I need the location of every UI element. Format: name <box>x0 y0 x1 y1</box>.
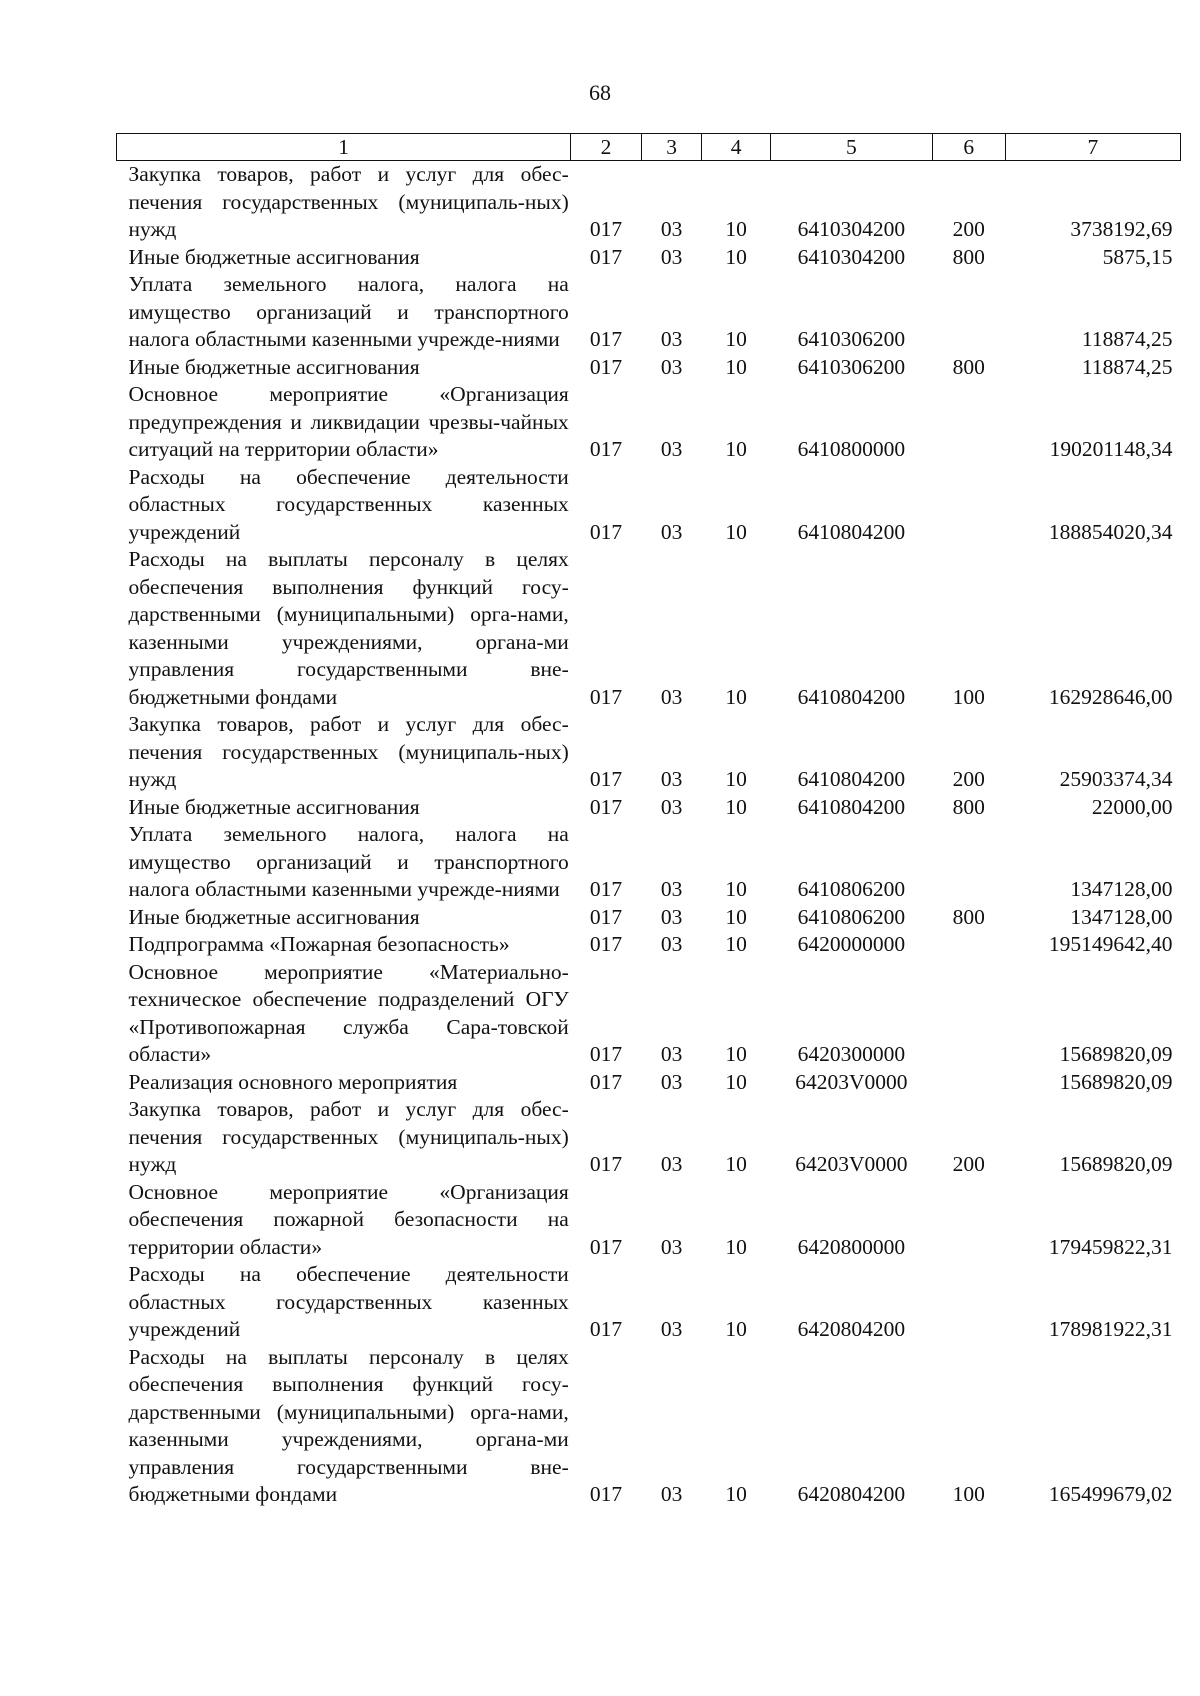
row-ministry-code: 017 <box>589 244 623 269</box>
row-expense-type <box>932 931 1005 959</box>
row-expense-type: 800 <box>952 244 985 269</box>
row-amount: 162928646,00 <box>1048 684 1173 709</box>
row-target-article: 6410804200 <box>797 519 906 544</box>
row-target-article: 6410306200 <box>797 354 906 379</box>
table-row <box>117 821 1181 904</box>
row-subsection-code: 10 <box>725 354 747 379</box>
row-target-article: 6410804200 <box>797 794 906 819</box>
row-amount: 25903374,34 <box>1059 767 1173 791</box>
row-section-code: 03 <box>660 217 683 241</box>
row-target-article: 6420000000 <box>797 932 906 956</box>
row-target-article: 6410804200 <box>797 684 906 709</box>
row-expense-type <box>932 271 1005 354</box>
row-section-code: 03 <box>660 244 683 269</box>
row-target-article: 6410804200 <box>797 767 906 791</box>
row-amount: 190201148,34 <box>1049 437 1173 461</box>
table-row <box>117 464 1181 547</box>
row-amount: 15689820,09 <box>1059 1069 1173 1094</box>
table-row <box>117 1179 1181 1262</box>
row-description: Реализация основного мероприятия <box>128 1069 458 1094</box>
row-expense-type: 100 <box>952 684 985 709</box>
row-ministry-code: 017 <box>589 1317 623 1341</box>
table-row <box>117 161 1181 244</box>
row-section-code: 03 <box>660 794 683 819</box>
header-col-1: 1 <box>117 134 571 161</box>
page-number: 68 <box>589 80 611 105</box>
row-ministry-code: 017 <box>589 904 623 929</box>
row-section-code: 03 <box>660 519 683 544</box>
table-row <box>117 354 1181 382</box>
row-target-article: 64203V0000 <box>795 1069 908 1094</box>
row-section-code: 03 <box>660 1069 683 1094</box>
row-subsection-code: 10 <box>725 1317 747 1341</box>
row-section-code: 03 <box>660 327 683 351</box>
row-amount: 195149642,40 <box>1048 932 1173 956</box>
row-description: Основное мероприятие «Организация предупреждения и ликвидации чрезвы-чайных ситуаций на территории области» <box>128 382 569 461</box>
table-row <box>117 711 1181 794</box>
row-section-code: 03 <box>660 437 683 461</box>
row-amount: 22000,00 <box>1091 794 1173 819</box>
row-description: Иные бюджетные ассигнования <box>128 354 420 379</box>
row-expense-type: 200 <box>952 217 985 241</box>
row-description: Закупка товаров, работ и услуг для обес-печения государственных (муниципаль-ных) нужд <box>128 162 569 241</box>
row-expense-type: 200 <box>952 1152 985 1176</box>
table-row <box>117 931 1181 959</box>
row-description: Основное мероприятие «Материально-техническое обеспечение подразделений ОГУ «Противопожарная служба Сара-товской области» <box>128 959 569 1066</box>
table-row <box>117 1096 1181 1179</box>
row-description: Иные бюджетные ассигнования <box>128 244 420 269</box>
row-subsection-code: 10 <box>725 217 747 241</box>
row-ministry-code: 017 <box>589 1482 623 1506</box>
row-expense-type <box>932 381 1005 464</box>
table-row <box>117 904 1181 932</box>
row-target-article: 6410800000 <box>797 437 906 461</box>
row-ministry-code: 017 <box>589 354 623 379</box>
row-expense-type: 800 <box>952 354 985 379</box>
row-subsection-code: 10 <box>725 904 747 929</box>
header-col-6: 6 <box>932 134 1005 161</box>
header-col-2: 2 <box>571 134 642 161</box>
row-ministry-code: 017 <box>589 437 623 461</box>
row-ministry-code: 017 <box>589 767 623 791</box>
row-description: Подпрограмма «Пожарная безопасность» <box>128 932 510 956</box>
table-row <box>117 794 1181 822</box>
row-subsection-code: 10 <box>725 519 747 544</box>
header-row <box>117 134 1181 161</box>
row-subsection-code: 10 <box>725 1042 747 1066</box>
table-row <box>117 244 1181 272</box>
row-subsection-code: 10 <box>725 794 747 819</box>
row-subsection-code: 10 <box>725 1152 747 1176</box>
header-col-7: 7 <box>1005 134 1180 161</box>
row-amount: 188854020,34 <box>1048 519 1173 544</box>
row-target-article: 6420800000 <box>797 1234 906 1259</box>
row-amount: 15689820,09 <box>1059 1042 1173 1066</box>
row-description: Расходы на обеспечение деятельности областных государственных казенных учреждений <box>128 1262 569 1341</box>
row-expense-type <box>932 1179 1005 1262</box>
row-ministry-code: 017 <box>589 1152 623 1176</box>
row-section-code: 03 <box>660 877 683 901</box>
row-ministry-code: 017 <box>589 519 623 544</box>
row-ministry-code: 017 <box>589 877 623 901</box>
table-row <box>117 271 1181 354</box>
row-amount: 118874,25 <box>1081 327 1173 351</box>
row-section-code: 03 <box>660 1317 683 1341</box>
row-amount: 5875,15 <box>1102 244 1173 269</box>
row-description: Расходы на выплаты персоналу в целях обеспечения выполнения функций госу-дарственными (муниципальными) орга-нами, казенными учреждениями, органа-ми управления государственными вне-бюджетными фондами <box>128 1344 569 1506</box>
row-subsection-code: 10 <box>725 877 747 901</box>
row-amount: 1347128,00 <box>1070 877 1173 901</box>
row-ministry-code: 017 <box>589 1069 623 1094</box>
row-target-article: 6410304200 <box>797 217 906 241</box>
row-expense-type: 100 <box>952 1482 985 1506</box>
row-description: Иные бюджетные ассигнования <box>128 794 420 819</box>
budget-table <box>116 133 1181 1509</box>
row-section-code: 03 <box>660 932 683 956</box>
row-description: Расходы на обеспечение деятельности областных государственных казенных учреждений <box>128 464 569 544</box>
header-col-5: 5 <box>770 134 932 161</box>
row-description: Уплата земельного налога, налога на имущество организаций и транспортного налога областными казенными учрежде-ниями <box>128 822 569 901</box>
row-description: Иные бюджетные ассигнования <box>128 904 420 929</box>
row-target-article: 64203V0000 <box>795 1152 908 1176</box>
row-subsection-code: 10 <box>725 437 747 461</box>
row-section-code: 03 <box>660 684 683 709</box>
row-expense-type: 200 <box>952 767 985 791</box>
row-description: Основное мероприятие «Организация обеспечения пожарной безопасности на территории области» <box>128 1179 569 1259</box>
row-description: Расходы на выплаты персоналу в целях обеспечения выполнения функций госу-дарственными (муниципальными) орга-нами, казенными учреждениями, органа-ми управления государственными вне-бюджетными фондами <box>128 547 569 709</box>
row-ministry-code: 017 <box>589 684 623 709</box>
row-expense-type: 800 <box>952 794 985 819</box>
row-target-article: 6410806200 <box>797 877 906 901</box>
table-row <box>117 959 1181 1069</box>
row-subsection-code: 10 <box>725 1482 747 1506</box>
row-description: Закупка товаров, работ и услуг для обес-печения государственных (муниципаль-ных) нужд <box>128 712 569 791</box>
table-row <box>117 546 1181 711</box>
row-ministry-code: 017 <box>589 932 623 956</box>
row-subsection-code: 10 <box>725 684 747 709</box>
row-section-code: 03 <box>660 1482 683 1506</box>
header-col-4: 4 <box>702 134 770 161</box>
row-amount: 118874,25 <box>1081 354 1173 379</box>
row-target-article: 6420804200 <box>797 1317 906 1341</box>
row-ministry-code: 017 <box>589 1234 623 1259</box>
row-expense-type: 800 <box>952 904 985 929</box>
row-amount: 178981922,31 <box>1048 1317 1173 1341</box>
row-description: Закупка товаров, работ и услуг для обес-печения государственных (муниципаль-ных) нужд <box>128 1097 569 1176</box>
row-subsection-code: 10 <box>725 932 747 956</box>
row-expense-type <box>932 821 1005 904</box>
row-ministry-code: 017 <box>589 217 623 241</box>
table-row <box>117 1261 1181 1344</box>
table-row <box>117 381 1181 464</box>
row-ministry-code: 017 <box>589 794 623 819</box>
row-subsection-code: 10 <box>725 1234 747 1259</box>
row-target-article: 6420804200 <box>797 1482 906 1506</box>
row-target-article: 6410304200 <box>797 244 906 269</box>
row-section-code: 03 <box>660 1152 683 1176</box>
row-amount: 179459822,31 <box>1048 1234 1173 1259</box>
row-subsection-code: 10 <box>725 767 747 791</box>
row-subsection-code: 10 <box>725 244 747 269</box>
row-amount: 3738192,69 <box>1070 217 1173 241</box>
row-expense-type <box>932 1261 1005 1344</box>
row-subsection-code: 10 <box>725 327 747 351</box>
row-amount: 1347128,00 <box>1070 904 1173 929</box>
row-amount: 165499679,02 <box>1048 1482 1173 1506</box>
row-section-code: 03 <box>660 1234 683 1259</box>
table-row <box>117 1069 1181 1097</box>
row-section-code: 03 <box>660 904 683 929</box>
row-target-article: 6420300000 <box>797 1042 906 1066</box>
row-target-article: 6410306200 <box>797 327 906 351</box>
row-subsection-code: 10 <box>725 1069 747 1094</box>
row-section-code: 03 <box>660 1042 683 1066</box>
row-section-code: 03 <box>660 767 683 791</box>
header-col-3: 3 <box>641 134 702 161</box>
row-expense-type <box>932 1069 1005 1097</box>
row-ministry-code: 017 <box>589 1042 623 1066</box>
row-expense-type <box>932 959 1005 1069</box>
row-amount: 15689820,09 <box>1059 1152 1173 1176</box>
row-description: Уплата земельного налога, налога на имущество организаций и транспортного налога областными казенными учрежде-ниями <box>128 272 569 351</box>
row-section-code: 03 <box>660 354 683 379</box>
table-row <box>117 1344 1181 1509</box>
table-body <box>117 161 1181 1509</box>
row-expense-type <box>932 464 1005 547</box>
row-ministry-code: 017 <box>589 327 623 351</box>
row-target-article: 6410806200 <box>797 904 906 929</box>
